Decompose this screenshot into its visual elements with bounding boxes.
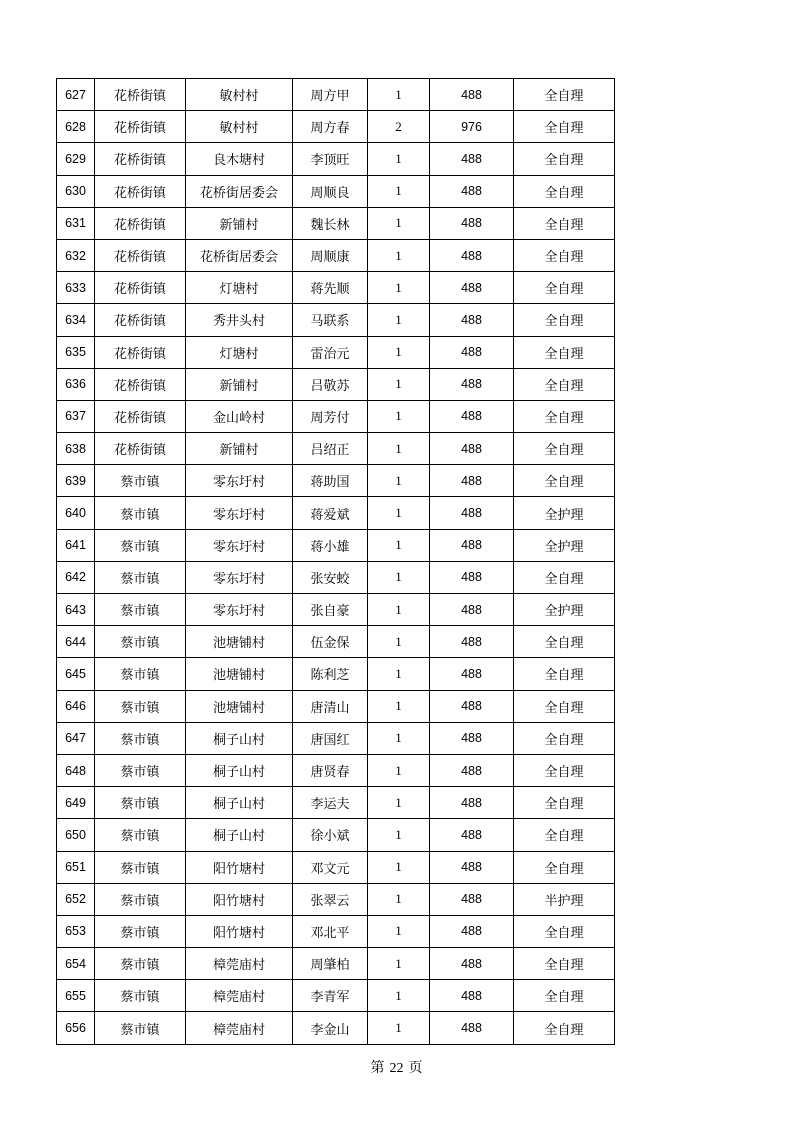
cell-town: 蔡市镇 bbox=[95, 1012, 186, 1044]
cell-index: 654 bbox=[57, 948, 95, 980]
cell-name: 唐贤春 bbox=[293, 754, 368, 786]
cell-village: 良木塘村 bbox=[186, 143, 293, 175]
cell-amount: 488 bbox=[430, 433, 514, 465]
cell-town: 花桥街镇 bbox=[95, 336, 186, 368]
table-row bbox=[57, 368, 615, 400]
table-row bbox=[57, 851, 615, 883]
cell-index: 641 bbox=[57, 529, 95, 561]
cell-town: 蔡市镇 bbox=[95, 497, 186, 529]
cell-count: 1 bbox=[368, 368, 430, 400]
cell-care-level: 全自理 bbox=[514, 626, 615, 658]
table-row bbox=[57, 980, 615, 1012]
cell-amount: 488 bbox=[430, 336, 514, 368]
cell-village: 池塘铺村 bbox=[186, 626, 293, 658]
cell-count: 1 bbox=[368, 400, 430, 432]
cell-name: 马联系 bbox=[293, 304, 368, 336]
cell-amount: 488 bbox=[430, 497, 514, 529]
cell-index: 628 bbox=[57, 111, 95, 143]
cell-count: 1 bbox=[368, 626, 430, 658]
cell-count: 1 bbox=[368, 175, 430, 207]
table-row bbox=[57, 561, 615, 593]
cell-index: 639 bbox=[57, 465, 95, 497]
cell-village: 新铺村 bbox=[186, 433, 293, 465]
cell-count: 1 bbox=[368, 980, 430, 1012]
cell-amount: 488 bbox=[430, 754, 514, 786]
cell-name: 吕绍正 bbox=[293, 433, 368, 465]
cell-name: 张自豪 bbox=[293, 594, 368, 626]
cell-count: 1 bbox=[368, 497, 430, 529]
cell-care-level: 全自理 bbox=[514, 851, 615, 883]
cell-care-level: 全自理 bbox=[514, 304, 615, 336]
cell-village: 樟莞庙村 bbox=[186, 948, 293, 980]
cell-care-level: 全自理 bbox=[514, 948, 615, 980]
cell-index: 650 bbox=[57, 819, 95, 851]
cell-amount: 488 bbox=[430, 690, 514, 722]
cell-count: 1 bbox=[368, 883, 430, 915]
cell-index: 655 bbox=[57, 980, 95, 1012]
cell-care-level: 全自理 bbox=[514, 1012, 615, 1044]
cell-village: 桐子山村 bbox=[186, 787, 293, 819]
cell-amount: 488 bbox=[430, 915, 514, 947]
cell-name: 周肇柏 bbox=[293, 948, 368, 980]
cell-town: 蔡市镇 bbox=[95, 754, 186, 786]
table-row bbox=[57, 787, 615, 819]
cell-care-level: 全自理 bbox=[514, 400, 615, 432]
cell-care-level: 全自理 bbox=[514, 658, 615, 690]
cell-town: 蔡市镇 bbox=[95, 980, 186, 1012]
cell-count: 1 bbox=[368, 787, 430, 819]
cell-village: 敏村村 bbox=[186, 111, 293, 143]
cell-name: 唐国红 bbox=[293, 722, 368, 754]
table-row bbox=[57, 433, 615, 465]
cell-village: 零东圩村 bbox=[186, 561, 293, 593]
cell-village: 桐子山村 bbox=[186, 754, 293, 786]
cell-care-level: 全自理 bbox=[514, 175, 615, 207]
cell-name: 李青军 bbox=[293, 980, 368, 1012]
cell-name: 张安蛟 bbox=[293, 561, 368, 593]
cell-index: 631 bbox=[57, 207, 95, 239]
cell-count: 1 bbox=[368, 1012, 430, 1044]
cell-amount: 488 bbox=[430, 143, 514, 175]
cell-index: 656 bbox=[57, 1012, 95, 1044]
cell-name: 邓北平 bbox=[293, 915, 368, 947]
cell-index: 646 bbox=[57, 690, 95, 722]
cell-name: 吕敬苏 bbox=[293, 368, 368, 400]
cell-count: 1 bbox=[368, 304, 430, 336]
cell-village: 新铺村 bbox=[186, 368, 293, 400]
cell-care-level: 全自理 bbox=[514, 819, 615, 851]
cell-care-level: 全自理 bbox=[514, 980, 615, 1012]
cell-village: 花桥街居委会 bbox=[186, 175, 293, 207]
cell-index: 645 bbox=[57, 658, 95, 690]
cell-index: 652 bbox=[57, 883, 95, 915]
cell-town: 蔡市镇 bbox=[95, 561, 186, 593]
cell-amount: 976 bbox=[430, 111, 514, 143]
cell-name: 周芳付 bbox=[293, 400, 368, 432]
footer-prefix: 第 bbox=[370, 1060, 385, 1076]
page-number: 22 bbox=[389, 1061, 404, 1076]
cell-care-level: 全护理 bbox=[514, 529, 615, 561]
cell-village: 阳竹塘村 bbox=[186, 883, 293, 915]
table-row bbox=[57, 529, 615, 561]
cell-care-level: 全自理 bbox=[514, 690, 615, 722]
cell-village: 金山岭村 bbox=[186, 400, 293, 432]
table-row bbox=[57, 400, 615, 432]
cell-count: 1 bbox=[368, 272, 430, 304]
cell-index: 629 bbox=[57, 143, 95, 175]
cell-amount: 488 bbox=[430, 658, 514, 690]
cell-care-level: 全自理 bbox=[514, 368, 615, 400]
cell-count: 1 bbox=[368, 819, 430, 851]
cell-town: 蔡市镇 bbox=[95, 948, 186, 980]
cell-town: 花桥街镇 bbox=[95, 175, 186, 207]
table-row bbox=[57, 883, 615, 915]
cell-town: 蔡市镇 bbox=[95, 787, 186, 819]
cell-amount: 488 bbox=[430, 948, 514, 980]
cell-village: 秀井头村 bbox=[186, 304, 293, 336]
cell-care-level: 全自理 bbox=[514, 465, 615, 497]
records-table bbox=[56, 78, 615, 1045]
cell-amount: 488 bbox=[430, 594, 514, 626]
cell-count: 1 bbox=[368, 722, 430, 754]
cell-village: 阳竹塘村 bbox=[186, 851, 293, 883]
cell-amount: 488 bbox=[430, 304, 514, 336]
cell-care-level: 全自理 bbox=[514, 239, 615, 271]
cell-village: 零东圩村 bbox=[186, 497, 293, 529]
cell-town: 蔡市镇 bbox=[95, 883, 186, 915]
cell-count: 1 bbox=[368, 239, 430, 271]
table-row bbox=[57, 722, 615, 754]
cell-name: 唐清山 bbox=[293, 690, 368, 722]
cell-count: 1 bbox=[368, 658, 430, 690]
cell-amount: 488 bbox=[430, 626, 514, 658]
cell-care-level: 全自理 bbox=[514, 79, 615, 111]
cell-town: 蔡市镇 bbox=[95, 819, 186, 851]
table-row bbox=[57, 497, 615, 529]
table-row bbox=[57, 272, 615, 304]
cell-village: 池塘铺村 bbox=[186, 658, 293, 690]
cell-care-level: 全自理 bbox=[514, 433, 615, 465]
cell-town: 花桥街镇 bbox=[95, 207, 186, 239]
cell-care-level: 全自理 bbox=[514, 143, 615, 175]
cell-count: 1 bbox=[368, 948, 430, 980]
cell-village: 灯塘村 bbox=[186, 272, 293, 304]
cell-village: 零东圩村 bbox=[186, 529, 293, 561]
cell-town: 花桥街镇 bbox=[95, 368, 186, 400]
cell-name: 周方甲 bbox=[293, 79, 368, 111]
cell-count: 1 bbox=[368, 465, 430, 497]
cell-amount: 488 bbox=[430, 722, 514, 754]
cell-index: 642 bbox=[57, 561, 95, 593]
table-body bbox=[57, 79, 615, 1045]
cell-index: 647 bbox=[57, 722, 95, 754]
cell-amount: 488 bbox=[430, 207, 514, 239]
cell-name: 蒋助国 bbox=[293, 465, 368, 497]
cell-town: 蔡市镇 bbox=[95, 626, 186, 658]
table-row bbox=[57, 336, 615, 368]
cell-count: 1 bbox=[368, 143, 430, 175]
cell-name: 伍金保 bbox=[293, 626, 368, 658]
cell-amount: 488 bbox=[430, 819, 514, 851]
cell-index: 653 bbox=[57, 915, 95, 947]
cell-town: 花桥街镇 bbox=[95, 111, 186, 143]
cell-village: 樟莞庙村 bbox=[186, 980, 293, 1012]
cell-care-level: 全自理 bbox=[514, 207, 615, 239]
table-row bbox=[57, 1012, 615, 1044]
cell-care-level: 全自理 bbox=[514, 111, 615, 143]
cell-name: 周方春 bbox=[293, 111, 368, 143]
cell-town: 蔡市镇 bbox=[95, 465, 186, 497]
cell-town: 花桥街镇 bbox=[95, 272, 186, 304]
cell-amount: 488 bbox=[430, 239, 514, 271]
cell-town: 花桥街镇 bbox=[95, 143, 186, 175]
cell-count: 1 bbox=[368, 754, 430, 786]
cell-town: 蔡市镇 bbox=[95, 851, 186, 883]
cell-name: 李顶旺 bbox=[293, 143, 368, 175]
cell-name: 周顺康 bbox=[293, 239, 368, 271]
cell-index: 627 bbox=[57, 79, 95, 111]
cell-index: 635 bbox=[57, 336, 95, 368]
cell-town: 蔡市镇 bbox=[95, 658, 186, 690]
cell-village: 零东圩村 bbox=[186, 594, 293, 626]
cell-village: 樟莞庙村 bbox=[186, 1012, 293, 1044]
table-row bbox=[57, 207, 615, 239]
cell-amount: 488 bbox=[430, 368, 514, 400]
cell-town: 花桥街镇 bbox=[95, 400, 186, 432]
cell-town: 蔡市镇 bbox=[95, 594, 186, 626]
cell-name: 徐小斌 bbox=[293, 819, 368, 851]
cell-name: 蒋先顺 bbox=[293, 272, 368, 304]
table-row bbox=[57, 626, 615, 658]
cell-name: 雷治元 bbox=[293, 336, 368, 368]
table-row bbox=[57, 304, 615, 336]
cell-name: 蒋爱斌 bbox=[293, 497, 368, 529]
cell-amount: 488 bbox=[430, 851, 514, 883]
cell-amount: 488 bbox=[430, 400, 514, 432]
cell-count: 1 bbox=[368, 915, 430, 947]
cell-village: 桐子山村 bbox=[186, 819, 293, 851]
table-row bbox=[57, 690, 615, 722]
cell-index: 643 bbox=[57, 594, 95, 626]
cell-care-level: 全自理 bbox=[514, 336, 615, 368]
cell-amount: 488 bbox=[430, 561, 514, 593]
table-row bbox=[57, 111, 615, 143]
cell-town: 蔡市镇 bbox=[95, 690, 186, 722]
cell-care-level: 全自理 bbox=[514, 787, 615, 819]
cell-amount: 488 bbox=[430, 465, 514, 497]
cell-index: 644 bbox=[57, 626, 95, 658]
cell-care-level: 全自理 bbox=[514, 915, 615, 947]
cell-town: 花桥街镇 bbox=[95, 239, 186, 271]
cell-name: 邓文元 bbox=[293, 851, 368, 883]
cell-town: 花桥街镇 bbox=[95, 433, 186, 465]
cell-name: 蒋小雄 bbox=[293, 529, 368, 561]
cell-index: 648 bbox=[57, 754, 95, 786]
table-row bbox=[57, 915, 615, 947]
cell-care-level: 全自理 bbox=[514, 754, 615, 786]
cell-count: 1 bbox=[368, 79, 430, 111]
cell-name: 魏长林 bbox=[293, 207, 368, 239]
page-footer bbox=[0, 1057, 793, 1077]
table-row bbox=[57, 658, 615, 690]
cell-count: 1 bbox=[368, 690, 430, 722]
cell-index: 638 bbox=[57, 433, 95, 465]
footer-suffix: 页 bbox=[408, 1060, 423, 1076]
cell-village: 花桥街居委会 bbox=[186, 239, 293, 271]
cell-count: 1 bbox=[368, 561, 430, 593]
cell-index: 640 bbox=[57, 497, 95, 529]
cell-count: 1 bbox=[368, 594, 430, 626]
cell-village: 零东圩村 bbox=[186, 465, 293, 497]
table-row bbox=[57, 465, 615, 497]
cell-care-level: 全护理 bbox=[514, 594, 615, 626]
cell-index: 633 bbox=[57, 272, 95, 304]
table-row bbox=[57, 819, 615, 851]
cell-index: 630 bbox=[57, 175, 95, 207]
cell-amount: 488 bbox=[430, 1012, 514, 1044]
cell-village: 阳竹塘村 bbox=[186, 915, 293, 947]
cell-village: 池塘铺村 bbox=[186, 690, 293, 722]
cell-count: 2 bbox=[368, 111, 430, 143]
cell-name: 周顺良 bbox=[293, 175, 368, 207]
cell-care-level: 全自理 bbox=[514, 272, 615, 304]
table-row bbox=[57, 239, 615, 271]
cell-town: 蔡市镇 bbox=[95, 529, 186, 561]
cell-town: 花桥街镇 bbox=[95, 79, 186, 111]
table-row bbox=[57, 948, 615, 980]
cell-amount: 488 bbox=[430, 175, 514, 207]
cell-count: 1 bbox=[368, 433, 430, 465]
cell-town: 蔡市镇 bbox=[95, 722, 186, 754]
cell-index: 632 bbox=[57, 239, 95, 271]
cell-village: 新铺村 bbox=[186, 207, 293, 239]
cell-index: 649 bbox=[57, 787, 95, 819]
cell-name: 陈利芝 bbox=[293, 658, 368, 690]
cell-count: 1 bbox=[368, 529, 430, 561]
cell-care-level: 半护理 bbox=[514, 883, 615, 915]
cell-index: 651 bbox=[57, 851, 95, 883]
cell-index: 637 bbox=[57, 400, 95, 432]
cell-amount: 488 bbox=[430, 272, 514, 304]
cell-village: 灯塘村 bbox=[186, 336, 293, 368]
table-row bbox=[57, 594, 615, 626]
cell-name: 李运夫 bbox=[293, 787, 368, 819]
cell-care-level: 全护理 bbox=[514, 497, 615, 529]
cell-village: 桐子山村 bbox=[186, 722, 293, 754]
cell-care-level: 全自理 bbox=[514, 561, 615, 593]
cell-name: 李金山 bbox=[293, 1012, 368, 1044]
table-row bbox=[57, 79, 615, 111]
cell-amount: 488 bbox=[430, 79, 514, 111]
cell-town: 花桥街镇 bbox=[95, 304, 186, 336]
cell-amount: 488 bbox=[430, 883, 514, 915]
table-row bbox=[57, 754, 615, 786]
table-row bbox=[57, 175, 615, 207]
cell-amount: 488 bbox=[430, 980, 514, 1012]
cell-amount: 488 bbox=[430, 529, 514, 561]
cell-index: 634 bbox=[57, 304, 95, 336]
cell-care-level: 全自理 bbox=[514, 722, 615, 754]
cell-town: 蔡市镇 bbox=[95, 915, 186, 947]
cell-count: 1 bbox=[368, 851, 430, 883]
cell-count: 1 bbox=[368, 336, 430, 368]
cell-amount: 488 bbox=[430, 787, 514, 819]
table-row bbox=[57, 143, 615, 175]
cell-village: 敏村村 bbox=[186, 79, 293, 111]
cell-name: 张翠云 bbox=[293, 883, 368, 915]
cell-count: 1 bbox=[368, 207, 430, 239]
cell-index: 636 bbox=[57, 368, 95, 400]
